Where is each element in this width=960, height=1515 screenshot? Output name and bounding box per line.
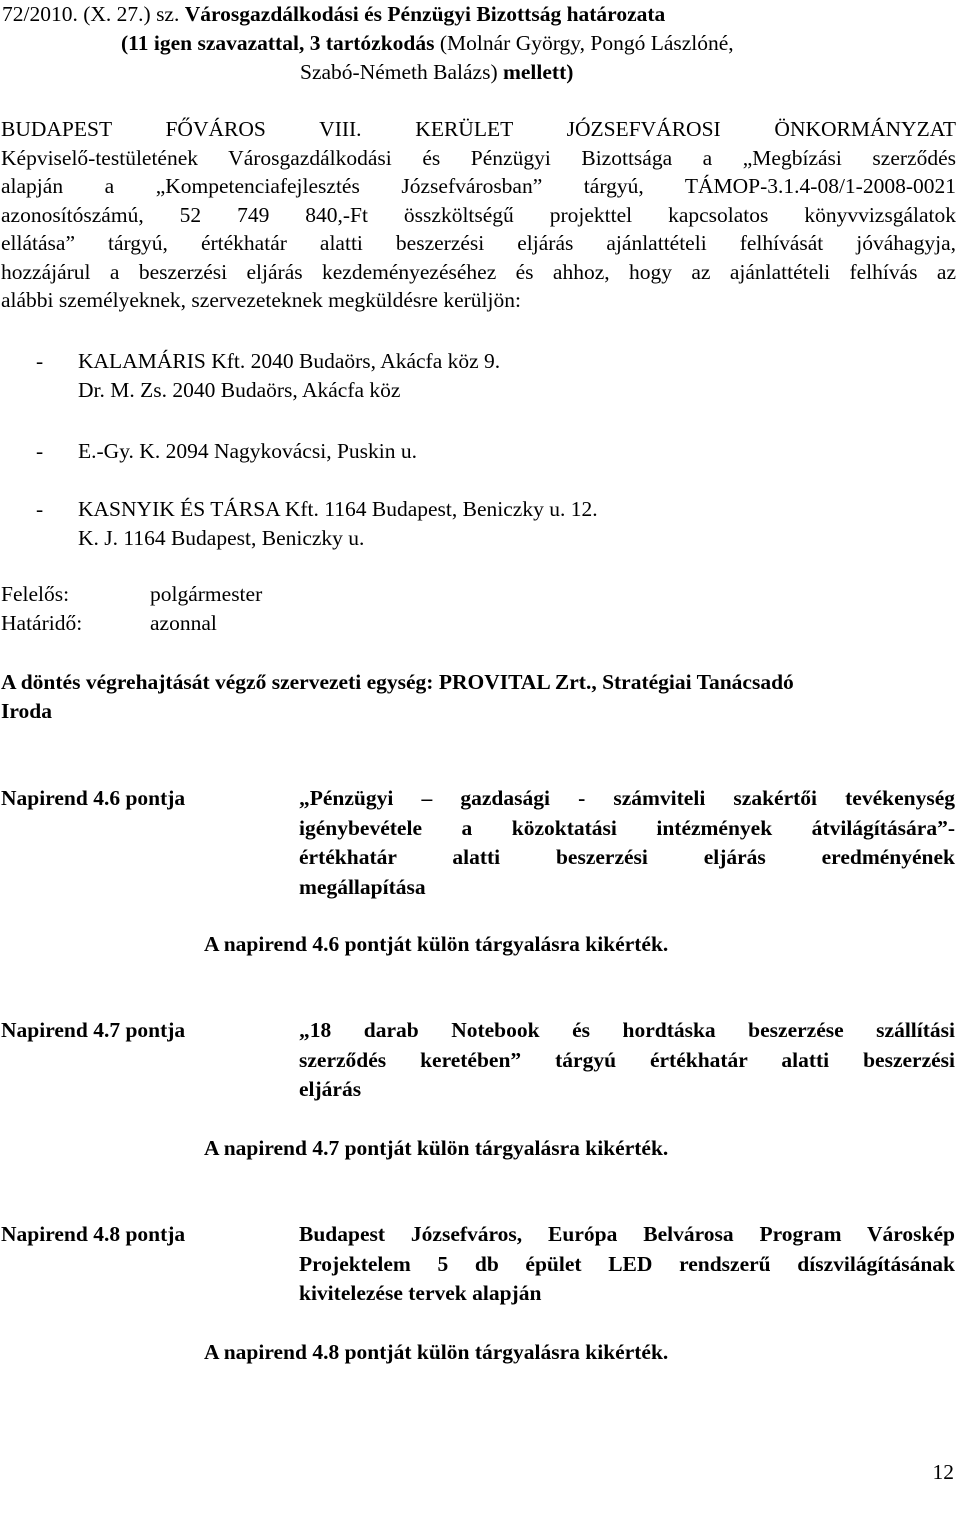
agenda-title-line: megállapítása bbox=[299, 874, 426, 899]
hatarido-label: Határidő: bbox=[1, 611, 83, 635]
body-line: alapján a „Kompetenciafejlesztés Józsefvárosban” tárgyú, TÁMOP-3.1.4-08/1-2008-0021 bbox=[1, 174, 956, 198]
recipient-item bbox=[36, 495, 836, 552]
list-dash: - bbox=[36, 497, 44, 521]
agenda-title-line: Budapest Józsefváros, Európa Belvárosa Program Városkép bbox=[299, 1222, 955, 1246]
list-dash: - bbox=[36, 349, 44, 373]
felelos-value: polgármester bbox=[150, 582, 263, 606]
agenda-note: A napirend 4.7 pontját külön tárgyalásra kikérték. bbox=[204, 1136, 669, 1160]
recipient-line: KASNYIK ÉS TÁRSA Kft. 1164 Budapest, Beniczky u. 12. bbox=[78, 497, 598, 521]
recipient-line: K. J. 1164 Budapest, Beniczky u. bbox=[78, 525, 365, 550]
header-line-3 bbox=[300, 58, 573, 86]
recipient-line: KALAMÁRIS Kft. 2040 Budaörs, Akácfa köz 9. bbox=[78, 349, 501, 373]
agenda-title-line: Projektelem 5 db épület LED rendszerű díszvilágításának bbox=[299, 1251, 955, 1276]
felelos-label: Felelős: bbox=[1, 582, 70, 606]
body-line: BUDAPEST FŐVÁROS VIII. KERÜLET JÓZSEFVÁROSI ÖNKORMÁNYZAT bbox=[1, 117, 956, 141]
body-line: alábbi személyeknek, szervezeteknek megküldésre kerüljön: bbox=[1, 288, 521, 312]
recipient-line: Dr. M. Zs. 2040 Budaörs, Akácfa köz bbox=[78, 377, 401, 402]
agenda-title bbox=[299, 784, 955, 902]
execution-line: Iroda bbox=[1, 699, 52, 723]
page-number: 12 bbox=[932, 1460, 954, 1484]
agenda-title-line: „18 darab Notebook és hordtáska beszerzése szállítási bbox=[299, 1018, 955, 1042]
agenda-title bbox=[299, 1220, 955, 1309]
recipient-line: E.-Gy. K. 2094 Nagykovácsi, Puskin u. bbox=[78, 439, 417, 463]
vote-count: (11 igen szavazattal, 3 tartózkodás bbox=[121, 31, 440, 55]
body-line: ellátása” tárgyú, értékhatár alatti beszerzési eljárás ajánlattételi felhívását jóváhagyja, bbox=[1, 231, 956, 255]
agenda-title-line: kivitelezése tervek alapján bbox=[299, 1281, 542, 1305]
execution-unit bbox=[1, 668, 956, 726]
recipient-item bbox=[36, 347, 836, 404]
header-line-1 bbox=[2, 0, 665, 28]
agenda-title-line: „Pénzügyi – gazdasági - számviteli szakértői tevékenység bbox=[299, 786, 955, 810]
agenda-note: A napirend 4.8 pontját külön tárgyalásra kikérték. bbox=[204, 1340, 669, 1364]
recipient-item bbox=[36, 437, 836, 466]
header-line-2 bbox=[121, 29, 734, 57]
agenda-title bbox=[299, 1016, 955, 1105]
agenda-label: Napirend 4.7 pontja bbox=[1, 1018, 186, 1042]
list-dash: - bbox=[36, 439, 44, 463]
abstainers-names: (Molnár György, Pongó Lászlóné, bbox=[439, 31, 734, 55]
vote-mellett: mellett) bbox=[502, 60, 574, 84]
body-line: Képviselő-testületének Városgazdálkodási és Pénzügyi Bizottsága a „Megbízási szerződés bbox=[1, 145, 956, 170]
resolution-body bbox=[1, 115, 956, 315]
agenda-title-line: igénybevétele a közoktatási intézmények átvilágítására”- bbox=[299, 815, 955, 840]
hatarido-value: azonnal bbox=[150, 611, 217, 635]
committee-resolution-title: Városgazdálkodási és Pénzügyi Bizottság határozata bbox=[184, 2, 666, 26]
agenda-note: A napirend 4.6 pontját külön tárgyalásra kikérték. bbox=[204, 932, 669, 956]
agenda-title-line: szerződés keretében” tárgyú értékhatár alatti beszerzési bbox=[299, 1047, 955, 1072]
agenda-title-line: eljárás bbox=[299, 1077, 362, 1101]
body-line: azonosítószámú, 52 749 840,-Ft összköltségű projekttel kapcsolatos könyvvizsgálatok bbox=[1, 202, 956, 227]
execution-line: A döntés végrehajtását végző szervezeti egység: PROVITAL Zrt., Stratégiai Tanácsadó bbox=[1, 670, 794, 694]
resolution-number: 72/2010. (X. 27.) sz. bbox=[2, 2, 185, 26]
body-line: hozzájárul a beszerzési eljárás kezdeményezéséhez és ahhoz, hogy az ajánlattételi felhívás az bbox=[1, 259, 956, 284]
abstainers-names-cont: Szabó-Németh Balázs) bbox=[300, 60, 503, 84]
agenda-title-line: értékhatár alatti beszerzési eljárás eredményének bbox=[299, 845, 955, 869]
agenda-label: Napirend 4.8 pontja bbox=[1, 1222, 186, 1246]
agenda-label: Napirend 4.6 pontja bbox=[1, 786, 186, 810]
